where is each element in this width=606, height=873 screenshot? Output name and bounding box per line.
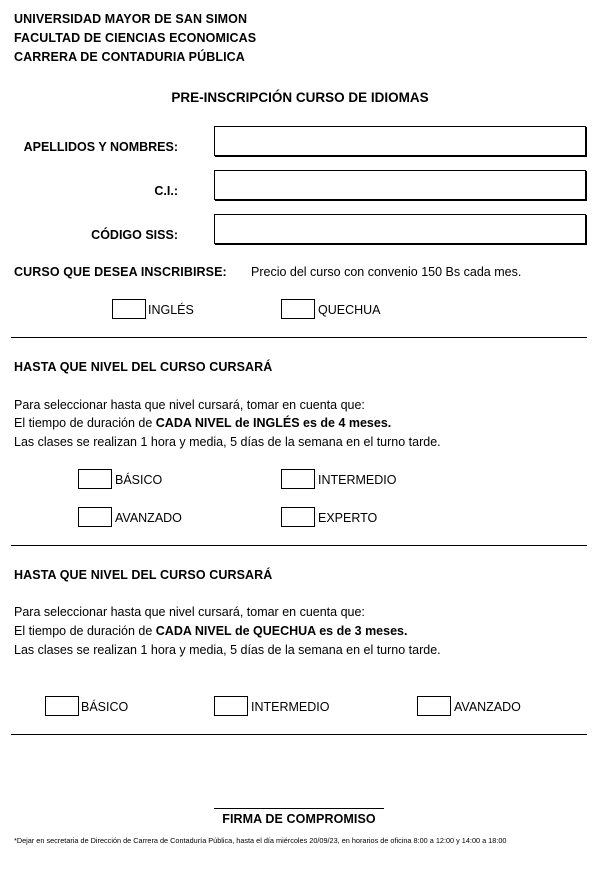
- divider: [11, 337, 587, 338]
- divider: [11, 734, 587, 735]
- siss-input[interactable]: [214, 214, 586, 244]
- ci-label: C.I.:: [154, 184, 178, 198]
- quechua-level-heading: HASTA QUE NIVEL DEL CURSO CURSARÁ: [14, 568, 273, 582]
- ci-input[interactable]: [214, 170, 586, 200]
- price-note: Precio del curso con convenio 150 Bs cada mes.: [251, 265, 522, 279]
- english-basic-checkbox[interactable]: [78, 469, 112, 489]
- career-name: CARRERA DE CONTADURIA PÚBLICA: [14, 50, 245, 64]
- signature-label: FIRMA DE COMPROMISO: [222, 812, 376, 826]
- english-info-line3: Las clases se realizan 1 hora y media, 5 días de la semana en el turno tarde.: [14, 435, 441, 449]
- english-info-line1: Para seleccionar hasta que nivel cursará, tomar en cuenta que:: [14, 398, 365, 412]
- english-option-label: INGLÉS: [148, 303, 194, 317]
- form-title: PRE-INSCRIPCIÓN CURSO DE IDIOMAS: [171, 90, 429, 105]
- university-name: UNIVERSIDAD MAYOR DE SAN SIMON: [14, 12, 248, 26]
- course-label: CURSO QUE DESEA INSCRIBIRSE:: [14, 265, 227, 279]
- name-input[interactable]: [214, 126, 586, 156]
- quechua-info-line1: Para seleccionar hasta que nivel cursará, tomar en cuenta que:: [14, 605, 365, 619]
- quechua-advanced-label: AVANZADO: [454, 700, 521, 714]
- faculty-name: FACULTAD DE CIENCIAS ECONOMICAS: [14, 31, 257, 45]
- quechua-option-label: QUECHUA: [318, 303, 381, 317]
- footnote: *Dejar en secretaria de Dirección de Carrera de Contaduría Pública, hasta el día miércoles 20/09/23, en horarios de oficina 8:00 a 12:00 y 14:00 a 18:00: [14, 836, 507, 845]
- english-basic-label: BÁSICO: [115, 473, 163, 487]
- english-advanced-checkbox[interactable]: [78, 507, 112, 527]
- quechua-info-line3: Las clases se realizan 1 hora y media, 5 días de la semana en el turno tarde.: [14, 643, 441, 657]
- quechua-intermediate-label: INTERMEDIO: [251, 700, 330, 714]
- english-expert-label: EXPERTO: [318, 511, 378, 525]
- english-intermediate-checkbox[interactable]: [281, 469, 315, 489]
- siss-label: CÓDIGO SISS:: [91, 228, 178, 242]
- english-level-heading: HASTA QUE NIVEL DEL CURSO CURSARÁ: [14, 360, 273, 374]
- quechua-info-line2: El tiempo de duración de CADA NIVEL de QUECHUA es de 3 meses.: [14, 624, 408, 638]
- quechua-basic-checkbox[interactable]: [45, 696, 79, 716]
- english-duration: CADA NIVEL de INGLÉS es de 4 meses.: [155, 416, 392, 430]
- quechua-intermediate-checkbox[interactable]: [214, 696, 248, 716]
- english-info-line2: El tiempo de duración de CADA NIVEL de INGLÉS es de 4 meses.: [14, 416, 392, 430]
- english-checkbox[interactable]: [112, 299, 146, 319]
- divider: [11, 545, 587, 546]
- quechua-checkbox[interactable]: [281, 299, 315, 319]
- quechua-advanced-checkbox[interactable]: [417, 696, 451, 716]
- english-expert-checkbox[interactable]: [281, 507, 315, 527]
- english-intermediate-label: INTERMEDIO: [318, 473, 397, 487]
- signature-line: [214, 808, 384, 809]
- quechua-basic-label: BÁSICO: [81, 700, 129, 714]
- quechua-duration: CADA NIVEL de QUECHUA es de 3 meses.: [155, 624, 408, 638]
- english-advanced-label: AVANZADO: [115, 511, 182, 525]
- name-label: APELLIDOS Y NOMBRES:: [23, 140, 178, 154]
